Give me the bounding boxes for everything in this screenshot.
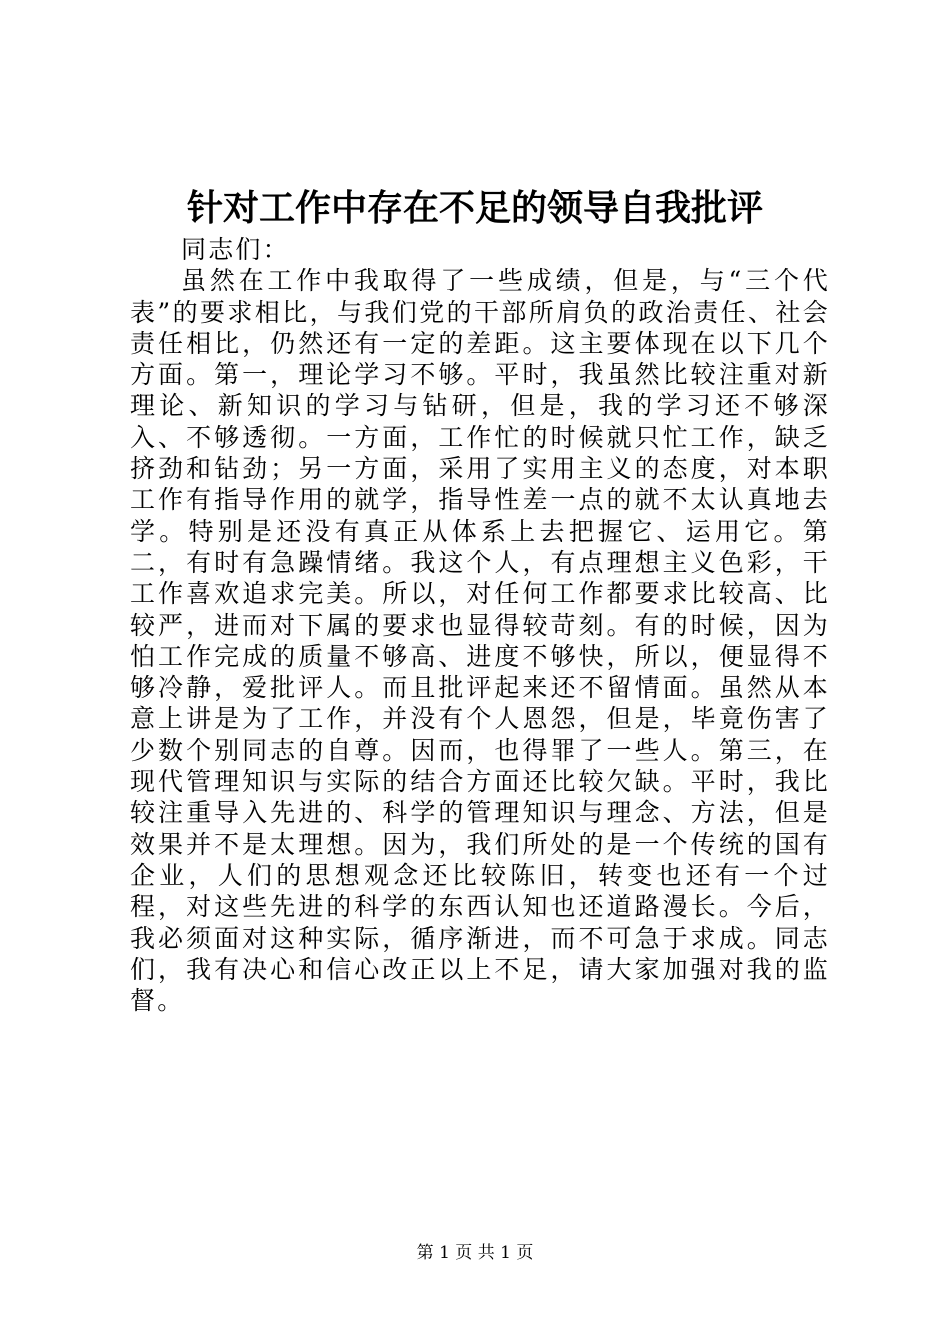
body-paragraph: 虽然在工作中我取得了一些成绩，但是，与“三个代表”的要求相比，与我们党的干部所肩负的政治责任、社会责任相比，仍然还有一定的差距。这主要体现在以下几个方面。第一，理论学习不够。平时，我虽然比较注重对新理论、新知识的学习与钻研，但是，我的学习还不够深入、不够透彻。一方面，工作忙的时候就只忙工作，缺乏挤劲和钻劲；另一方面，采用了实用主义的态度，对本职工作有指导作用的就学，指导性差一点的就不太认真地去学。特别是还没有真正从体系上去把握它、运用它。第二，有时有急躁情绪。我这个人，有点理想主义色彩，干工作喜欢追求完美。所以，对任何工作都要求比较高、比较严，进而对下属的要求也显得较苛刻。有的时候，因为怕工作完成的质量不够高、进度不够快，所以，便显得不够冷静，爱批评人。而且批评起来还不留情面。虽然从本意上讲是为了工作，并没有个人恩怨，但是，毕竟伤害了少数个别同志的自尊。因而，也得罪了一些人。第三，在现代管理知识与实际的结合方面还比较欠缺。平时，我比较注重导入先进的、科学的管理知识与理念、方法，但是效果并不是太理想。因为，我们所处的是一个传统的国有企业，人们的思想观念还比较陈旧，转变也还有一个过程，对这些先进的科学的东西认知也还道路漫长。今后，我必须面对这种实际，循序渐进，而不可急于求成。同志们，我有决心和信心改正以上不足，请大家加强对我的监督。 <box>130 266 830 1016</box>
document-body <box>130 234 830 1016</box>
page-number-footer: 第 1 页 共 1 页 <box>416 1243 534 1263</box>
salutation: 同志们： <box>181 235 290 264</box>
document-title: 针对工作中存在不足的领导自我批评 <box>186 188 763 229</box>
